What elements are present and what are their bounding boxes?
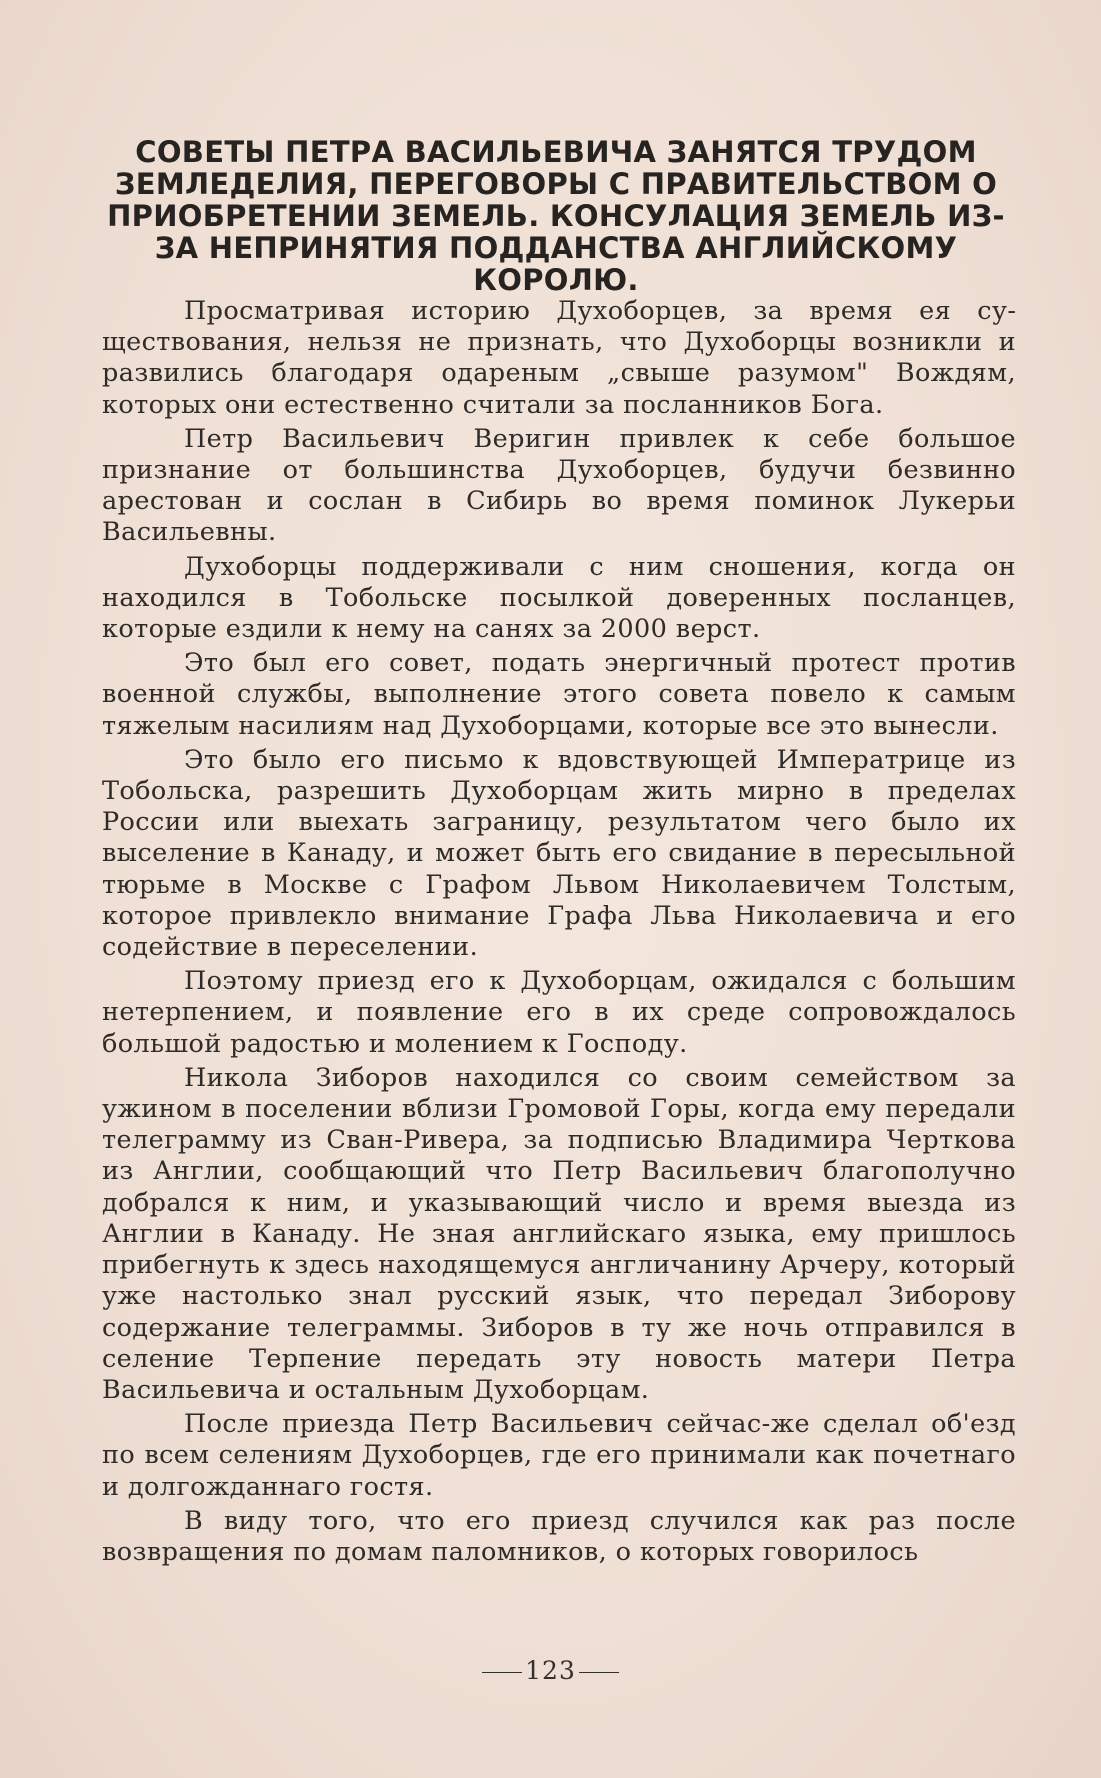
paragraph: Это был его совет, подать энергичный протест против военной службы, выполнение этого совета повело к самым тяжелым насилиям над Духоборцами, которые все это вынесли.	[102, 648, 1016, 741]
dash-left	[482, 1672, 522, 1673]
page-number: 123	[525, 1656, 576, 1685]
page-number-footer	[0, 1656, 1101, 1685]
dash-right	[579, 1672, 619, 1673]
paragraph: Поэтому приезд его к Духоборцам, ожидался с большим нетерпением, и появление его в их среде сопровождалось большой радостью и молением к Господу.	[102, 966, 1016, 1059]
chapter-heading: СОВЕТЫ ПЕТРА ВАСИЛЬЕВИЧА ЗАНЯТСЯ ТРУДОМ ЗЕМЛЕДЕЛИЯ, ПЕРЕГОВОРЫ С ПРАВИТЕЛЬСТВОМ О ПРИОБРЕТЕНИИ ЗЕМЕЛЬ. КОНСУЛАЦИЯ ЗЕМЕЛЬ ИЗ-ЗА НЕПРИНЯТИЯ ПОДДАНСТВА АНГЛИЙСКОМУ КОРОЛЮ.	[107, 135, 1005, 297]
paragraph: Просматривая историю Духоборцев, за время ея существования, нельзя не признать, что Духоборцы возникли и развились благодаря одареным „свыше разумом" Вождям, которых они естественно считали за посланников Бога.	[102, 296, 1016, 420]
paragraph: Духоборцы поддерживали с ним сношения, когда он находился в Тобольске посылкой доверенных посланцев, которые ездили к нему на санях за 2000 верст.	[102, 551, 1016, 645]
paragraph: Это было его письмо к вдовствующей Императрице из Тобольска, разрешить Духоборцам жить мирно в пределах России или выехать заграницу, результатом чего было их выселение в Канаду, и может быть его свидание в пересыльной тюрьме в Москве с Графом Львом Николаевичем Толстым, которое привлекло внимание Графа Льва Николаевича и его содействие в переселении.	[102, 744, 1016, 963]
paragraph: Никола Зиборов находился со своим семейством за ужином в поселении вблизи Громовой Горы, когда ему передали телеграмму из Сван-Ривера, за подписью Владимира Черткова из Англии, сообщающий что Петр Васильевич благополучно добрался к ним, и указывающий число и время выезда из Англии в Канаду. Не зная английскаго языка, ему пришлось прибегнуть к здесь находящемуся англичанину Арчеру, который уже настолько знал русский язык, что передал Зиборову содержание телеграммы. Зиборов в ту же ночь отправился в селение Терпение передать эту новость матери Петра Васильевича и остальным Духоборцам.	[102, 1062, 1016, 1405]
paragraph: В виду того, что его приезд случился как раз после возвращения по домам паломников, о которых говорилось	[102, 1505, 1016, 1567]
paragraph: Петр Васильевич Веригин привлек к себе большое признание от большинства Духоборцев, будучи безвинно арестован и сослан в Сибирь во время поминок Лукерьи Васильевны.	[102, 423, 1016, 548]
paragraph: После приезда Петр Васильевич сейчас-же сделал об'езд по всем селениям Духоборцев, где его принимали как почетнаго и долгожданнаго гостя.	[102, 1409, 1016, 1502]
body-text	[102, 296, 1016, 1571]
